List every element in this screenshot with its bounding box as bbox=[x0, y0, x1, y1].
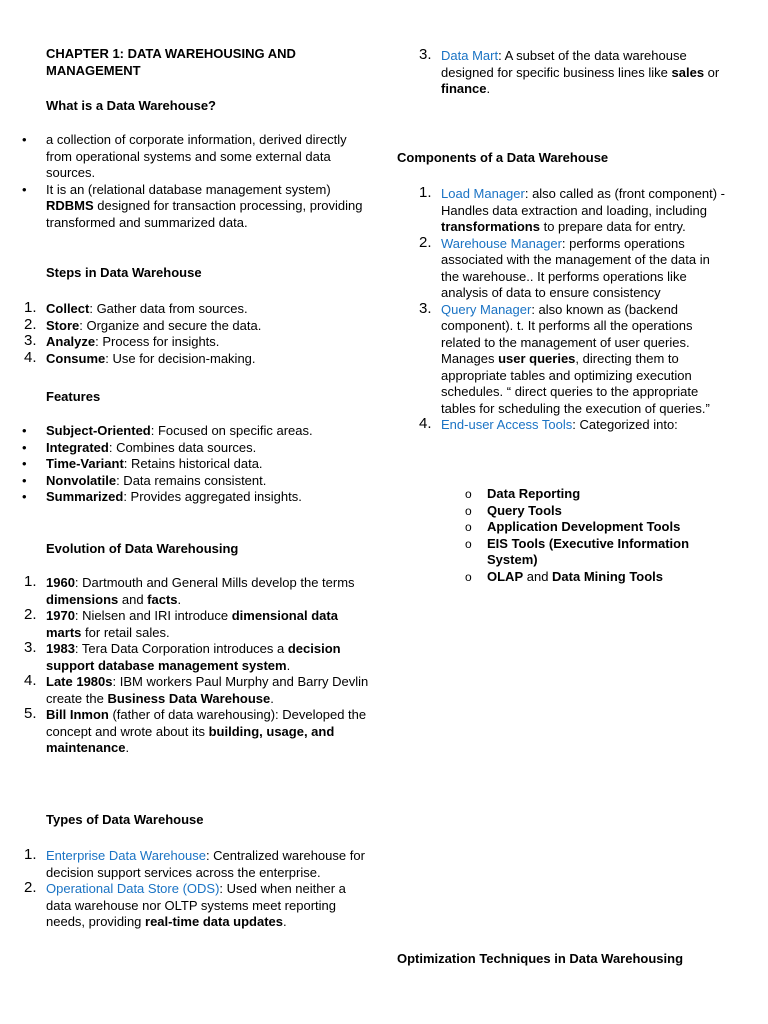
component-item-1: 1. Load Manager: also called as (front component) - Handles data extraction and loading, including transformations to prepare data for entry. bbox=[419, 184, 725, 234]
feature-item-4: • Nonvolatile: Data remains consistent. bbox=[22, 472, 267, 488]
evolution-item-2: 2. 1970: Nielsen and IRI introduce dimensional data marts for retail sales. bbox=[24, 606, 338, 640]
what-heading: What is a Data Warehouse? bbox=[46, 98, 216, 113]
component-item-2: 2. Warehouse Manager: performs operations associated with the management of the data in the warehouse.. It performs operations like analysis of data to ensure consistency bbox=[419, 233, 710, 300]
steps-heading: Steps in Data Warehouse bbox=[46, 265, 202, 280]
tool-item-2: o Query Tools bbox=[465, 502, 562, 518]
evolution-list bbox=[2, 575, 374, 757]
evolution-item-3: 3. 1983: Tera Data Corporation introduces a decision support database management system. bbox=[24, 639, 341, 673]
type-item-1: 1. Enterprise Data Warehouse: Centralized warehouse for decision support services across the enterprise. bbox=[24, 846, 365, 880]
feature-item-2: • Integrated: Combines data sources. bbox=[22, 439, 257, 455]
evolution-item-5: 5. Bill Inmon (father of data warehousing): Developed the concept and wrote about its building, usage, and maintenance. bbox=[24, 705, 367, 755]
feature-item-1: • Subject-Oriented: Focused on specific areas. bbox=[22, 423, 313, 438]
component-item-3: 3. Query Manager: also known as (backend component). t. It performs all the operations related to the management of user queries. Manages user queries, directing them to appropriate tables and optimizing execution schedules. “ direct queries to the appropriate tables for scheduling the execution of queries.” bbox=[419, 299, 710, 416]
feature-item-3: • Time-Variant: Retains historical data. bbox=[22, 456, 263, 471]
components-heading: Components of a Data Warehouse bbox=[397, 150, 609, 165]
evolution-item-1: 1. 1960: Dartmouth and General Mills develop the terms dimensions and facts. bbox=[24, 573, 355, 607]
evolution-item-4: 4. Late 1980s: IBM workers Paul Murphy and Barry Devlin create the Business Data Warehouse. bbox=[24, 672, 369, 706]
chapter-title: CHAPTER 1: DATA WAREHOUSING AND MANAGEMENT bbox=[46, 46, 296, 78]
step-item-2: 2. Store: Organize and secure the data. bbox=[24, 315, 262, 333]
evolution-heading: Evolution of Data Warehousing bbox=[46, 541, 239, 556]
what-list bbox=[2, 132, 376, 231]
what-item-1: • a collection of corporate information, derived directly from operational systems and some external data sources. bbox=[22, 132, 347, 180]
tool-item-3: o Application Development Tools bbox=[465, 519, 681, 534]
types-list bbox=[2, 848, 366, 931]
what-item-2: • It is an (relational database management system) RDBMS designed for transaction processing, providing transformed and summarized data. bbox=[22, 181, 363, 230]
type-item-cont-1: 3. Data Mart: A subset of the data warehouse designed for specific business lines like sales or finance. bbox=[419, 46, 720, 96]
features-heading: Features bbox=[46, 389, 101, 404]
tool-item-4: o EIS Tools (Executive Information System) bbox=[465, 535, 690, 567]
types-heading: Types of Data Warehouse bbox=[46, 812, 204, 827]
tool-item-1: o Data Reporting bbox=[465, 486, 581, 501]
step-item-4: 4. Consume: Use for decision-making. bbox=[24, 348, 256, 366]
type-item-2: 2. Operational Data Store (ODS): Used when neither a data warehouse nor OLTP systems meet reporting needs, providing real-time data updates. bbox=[24, 879, 346, 929]
component-item-4: 4. End-user Access Tools: Categorized into: bbox=[419, 415, 678, 432]
feature-item-5: • Summarized: Provides aggregated insights. bbox=[22, 489, 302, 504]
step-item-1: 1. Collect: Gather data from sources. bbox=[24, 299, 248, 316]
components-list bbox=[397, 186, 727, 434]
steps-list bbox=[2, 301, 376, 367]
tools-list bbox=[397, 486, 727, 585]
optimization-heading: Optimization Techniques in Data Warehousing bbox=[397, 951, 684, 966]
tool-item-5: o OLAP and Data Mining Tools bbox=[465, 568, 664, 584]
step-item-3: 3. Analyze: Process for insights. bbox=[24, 332, 220, 349]
types-list-continued bbox=[397, 48, 727, 98]
features-list bbox=[2, 423, 342, 506]
